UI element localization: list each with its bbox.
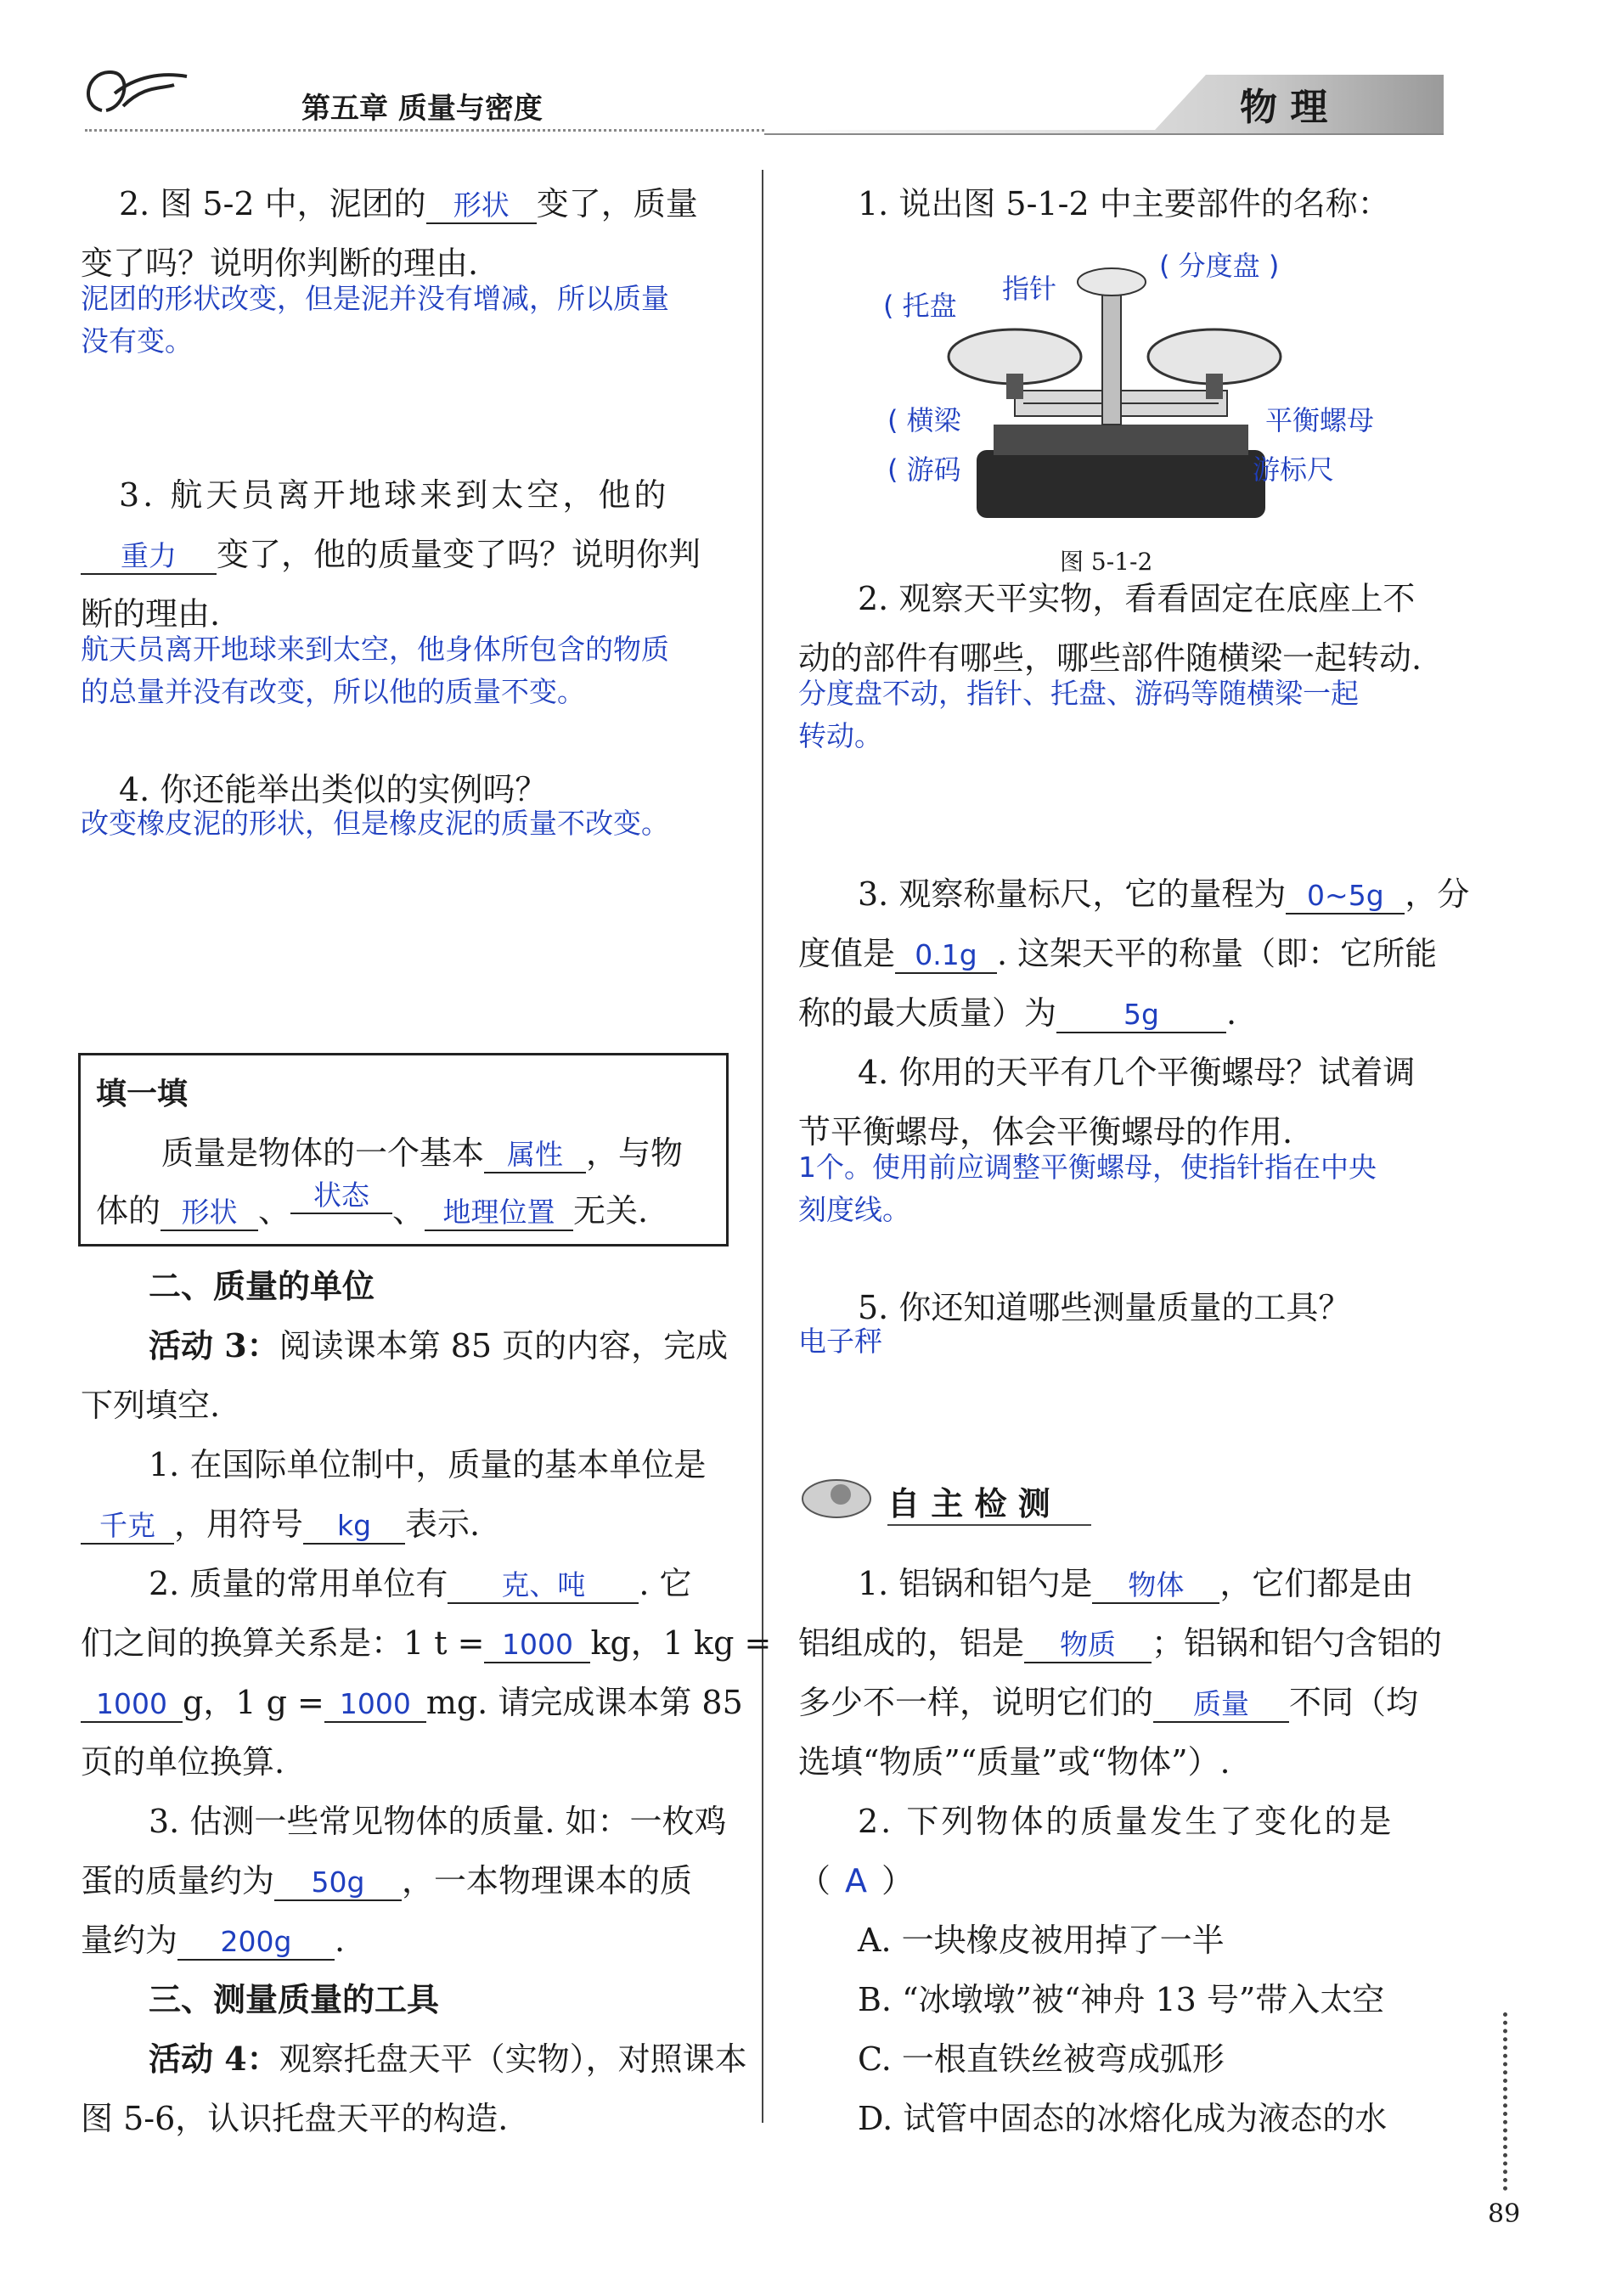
text: 不同（均 [1289,1684,1419,1721]
text: ，一本物理课本的质 [402,1862,693,1899]
text: A. 一块橡皮被用掉了一半 [858,1922,1225,1959]
text: 变了，他的质量变了吗？说明你判 [217,536,701,573]
text: 1000 [484,1628,590,1663]
text: 地理位置 [425,1196,573,1231]
answer-choice: A [845,1862,868,1899]
text: 体的 [96,1192,161,1230]
text: ） [881,1862,915,1899]
text: kg，1 kg = [590,1624,772,1662]
text: 度值是 [798,935,896,972]
text: 观察托盘天平（实物），对照课本 [279,2040,747,2078]
self-check-icon [794,1456,879,1524]
text: ，用符号 [174,1505,304,1543]
title-underline [887,1524,1091,1526]
text: ，与物 [586,1134,684,1172]
text: 50g [274,1866,402,1901]
text: 活动 4： [149,2040,279,2078]
text: 2. 质量的常用单位有 [149,1565,448,1602]
answer-text: 没有变。 [81,324,193,357]
text: . 它 [639,1565,692,1602]
text: 无关. [573,1192,649,1230]
fill-title: 填一填 [96,1076,189,1111]
text: 3. 航天员离开地球来到太空，他的 [119,476,670,514]
figure-caption: 图 5-1-2 [1060,548,1153,576]
answer-text: 的总量并没有改变，所以他的质量不变。 [81,675,585,708]
text: 1000 [324,1687,426,1723]
text: 图 5-6，认识托盘天平的构造. [81,2100,509,2137]
text: 表示. [405,1505,481,1543]
text: 们之间的换算关系是：1 t = [81,1624,485,1662]
text: 1. 铝锅和铝勺是 [858,1565,1093,1602]
text: . [1226,994,1237,1032]
text: 4. 你用的天平有几个平衡螺母？试着调 [858,1054,1416,1091]
text: 1. 说出图 5-1-2 中主要部件的名称： [858,185,1390,222]
text: 2. 下列物体的质量发生了变化的是 [858,1803,1394,1840]
text: ；铝锅和铝勺含铝的 [1152,1624,1443,1662]
text: 下列填空. [81,1387,221,1424]
section-title: 三、测量质量的工具 [149,1980,440,2018]
answer-text: 转动。 [798,719,882,752]
text: 5g [1056,998,1226,1033]
text: 4. 你还能举出类似的实例吗？ [119,771,548,808]
text: 称的最大质量）为 [798,994,1057,1032]
text: 阅读课本第 85 页的内容，完成 [279,1327,729,1365]
text: kg [303,1509,405,1545]
answer-text: 改变橡皮泥的形状，但是橡皮泥的质量不改变。 [81,807,669,840]
text: 物质 [1024,1628,1152,1663]
text: B. “冰墩墩”被“神舟 13 号”带入太空 [858,1981,1385,2018]
label-beam: ( 横梁 [887,404,961,436]
blank-shape: 形状 [426,189,537,224]
text: 2. 图 5-2 中，泥团的 [119,185,426,222]
text: 状态 [290,1179,392,1214]
text: 3. 估测一些常见物体的质量. 如：一枚鸡 [149,1803,727,1840]
text: ，它们都是由 [1219,1565,1414,1602]
text: 变了吗？说明你判断的理由. [81,245,479,282]
text: g，1 g = [183,1684,324,1721]
self-check-title: 自 主 检 测 [887,1484,1050,1522]
logo-icon [76,59,195,127]
page-number: 89 [1488,2199,1521,2229]
balance-diagram [943,246,1299,526]
subject-title: 物 理 [1240,86,1328,129]
answer-text: 电子秤 [798,1325,882,1358]
text: 克、吨 [448,1568,639,1604]
text: 节平衡螺母，体会平衡螺母的作用. [798,1113,1293,1151]
text: D. 试管中固态的冰熔化成为液态的水 [858,2100,1388,2137]
text: mg. 请完成课本第 85 [425,1684,743,1721]
answer-text: 分度盘不动，指针、托盘、游码等随横梁一起 [798,677,1359,710]
header-decoration [764,66,1444,143]
text: 质量是物体的一个基本 [161,1134,485,1172]
text: 3. 观察称量标尺，它的量程为 [858,875,1287,913]
label-pointer: 指针 [1002,273,1057,305]
text: 蛋的质量约为 [81,1862,275,1899]
text: 5. 你还知道哪些测量质量的工具？ [858,1289,1351,1326]
text: 形状 [160,1196,258,1231]
text: 量约为 [81,1922,178,1959]
label-dial: ( 分度盘 ) [1159,250,1280,282]
text: 变了，质量 [536,185,698,222]
text: 、 [258,1192,291,1230]
blank-property: 属性 [484,1138,586,1173]
text: 物体 [1092,1568,1219,1604]
text: 选填“物质”“质量”或“物体”）. [798,1743,1230,1781]
text: （ [798,1862,831,1899]
answer-text: 刻度线。 [798,1193,910,1226]
blank-gravity: 重力 [81,539,217,575]
text: ，分 [1405,875,1470,913]
answer-text: 航天员离开地球来到太空，他身体所包含的物质 [81,633,669,666]
text: 多少不一样，说明它们的 [798,1684,1154,1721]
text: 千克 [81,1509,174,1545]
margin-dots [1503,2012,1507,2191]
label-nut: 平衡螺母 [1265,404,1375,436]
text: 200g [177,1925,335,1961]
text: 0~5g [1286,879,1405,914]
label-rider: ( 游码 [887,453,961,486]
text: 质量 [1153,1687,1289,1723]
column-divider [762,170,763,2123]
text: 2. 观察天平实物，看看固定在底座上不 [858,580,1416,617]
section-title: 二、质量的单位 [149,1267,375,1305]
text: 页的单位换算. [81,1743,285,1781]
text: 铝组成的，铝是 [798,1624,1025,1662]
fill-box [78,1053,729,1246]
answer-text: 1个。使用前应调整平衡螺母，使指针指在中央 [798,1151,1377,1184]
text: 断的理由. [81,595,221,633]
text: 、 [392,1192,425,1230]
text: 1000 [81,1687,183,1723]
text: C. 一根直铁丝被弯成弧形 [858,2040,1225,2078]
chapter-title: 第五章 质量与密度 [301,92,543,126]
text: 活动 3： [149,1326,279,1365]
answer-text: 泥团的形状改变，但是泥并没有增减，所以质量 [81,282,669,315]
label-pan: ( 托盘 [883,290,957,322]
text: 1. 在国际单位制中，质量的基本单位是 [149,1446,707,1483]
text: . [335,1922,346,1959]
header-rule [85,129,764,132]
text: 动的部件有哪些，哪些部件随横梁一起转动. [798,639,1422,677]
text: 0.1g [895,938,997,974]
label-scale: 游标尺 [1253,453,1335,486]
text: . 这架天平的称量（即：它所能 [997,935,1438,972]
